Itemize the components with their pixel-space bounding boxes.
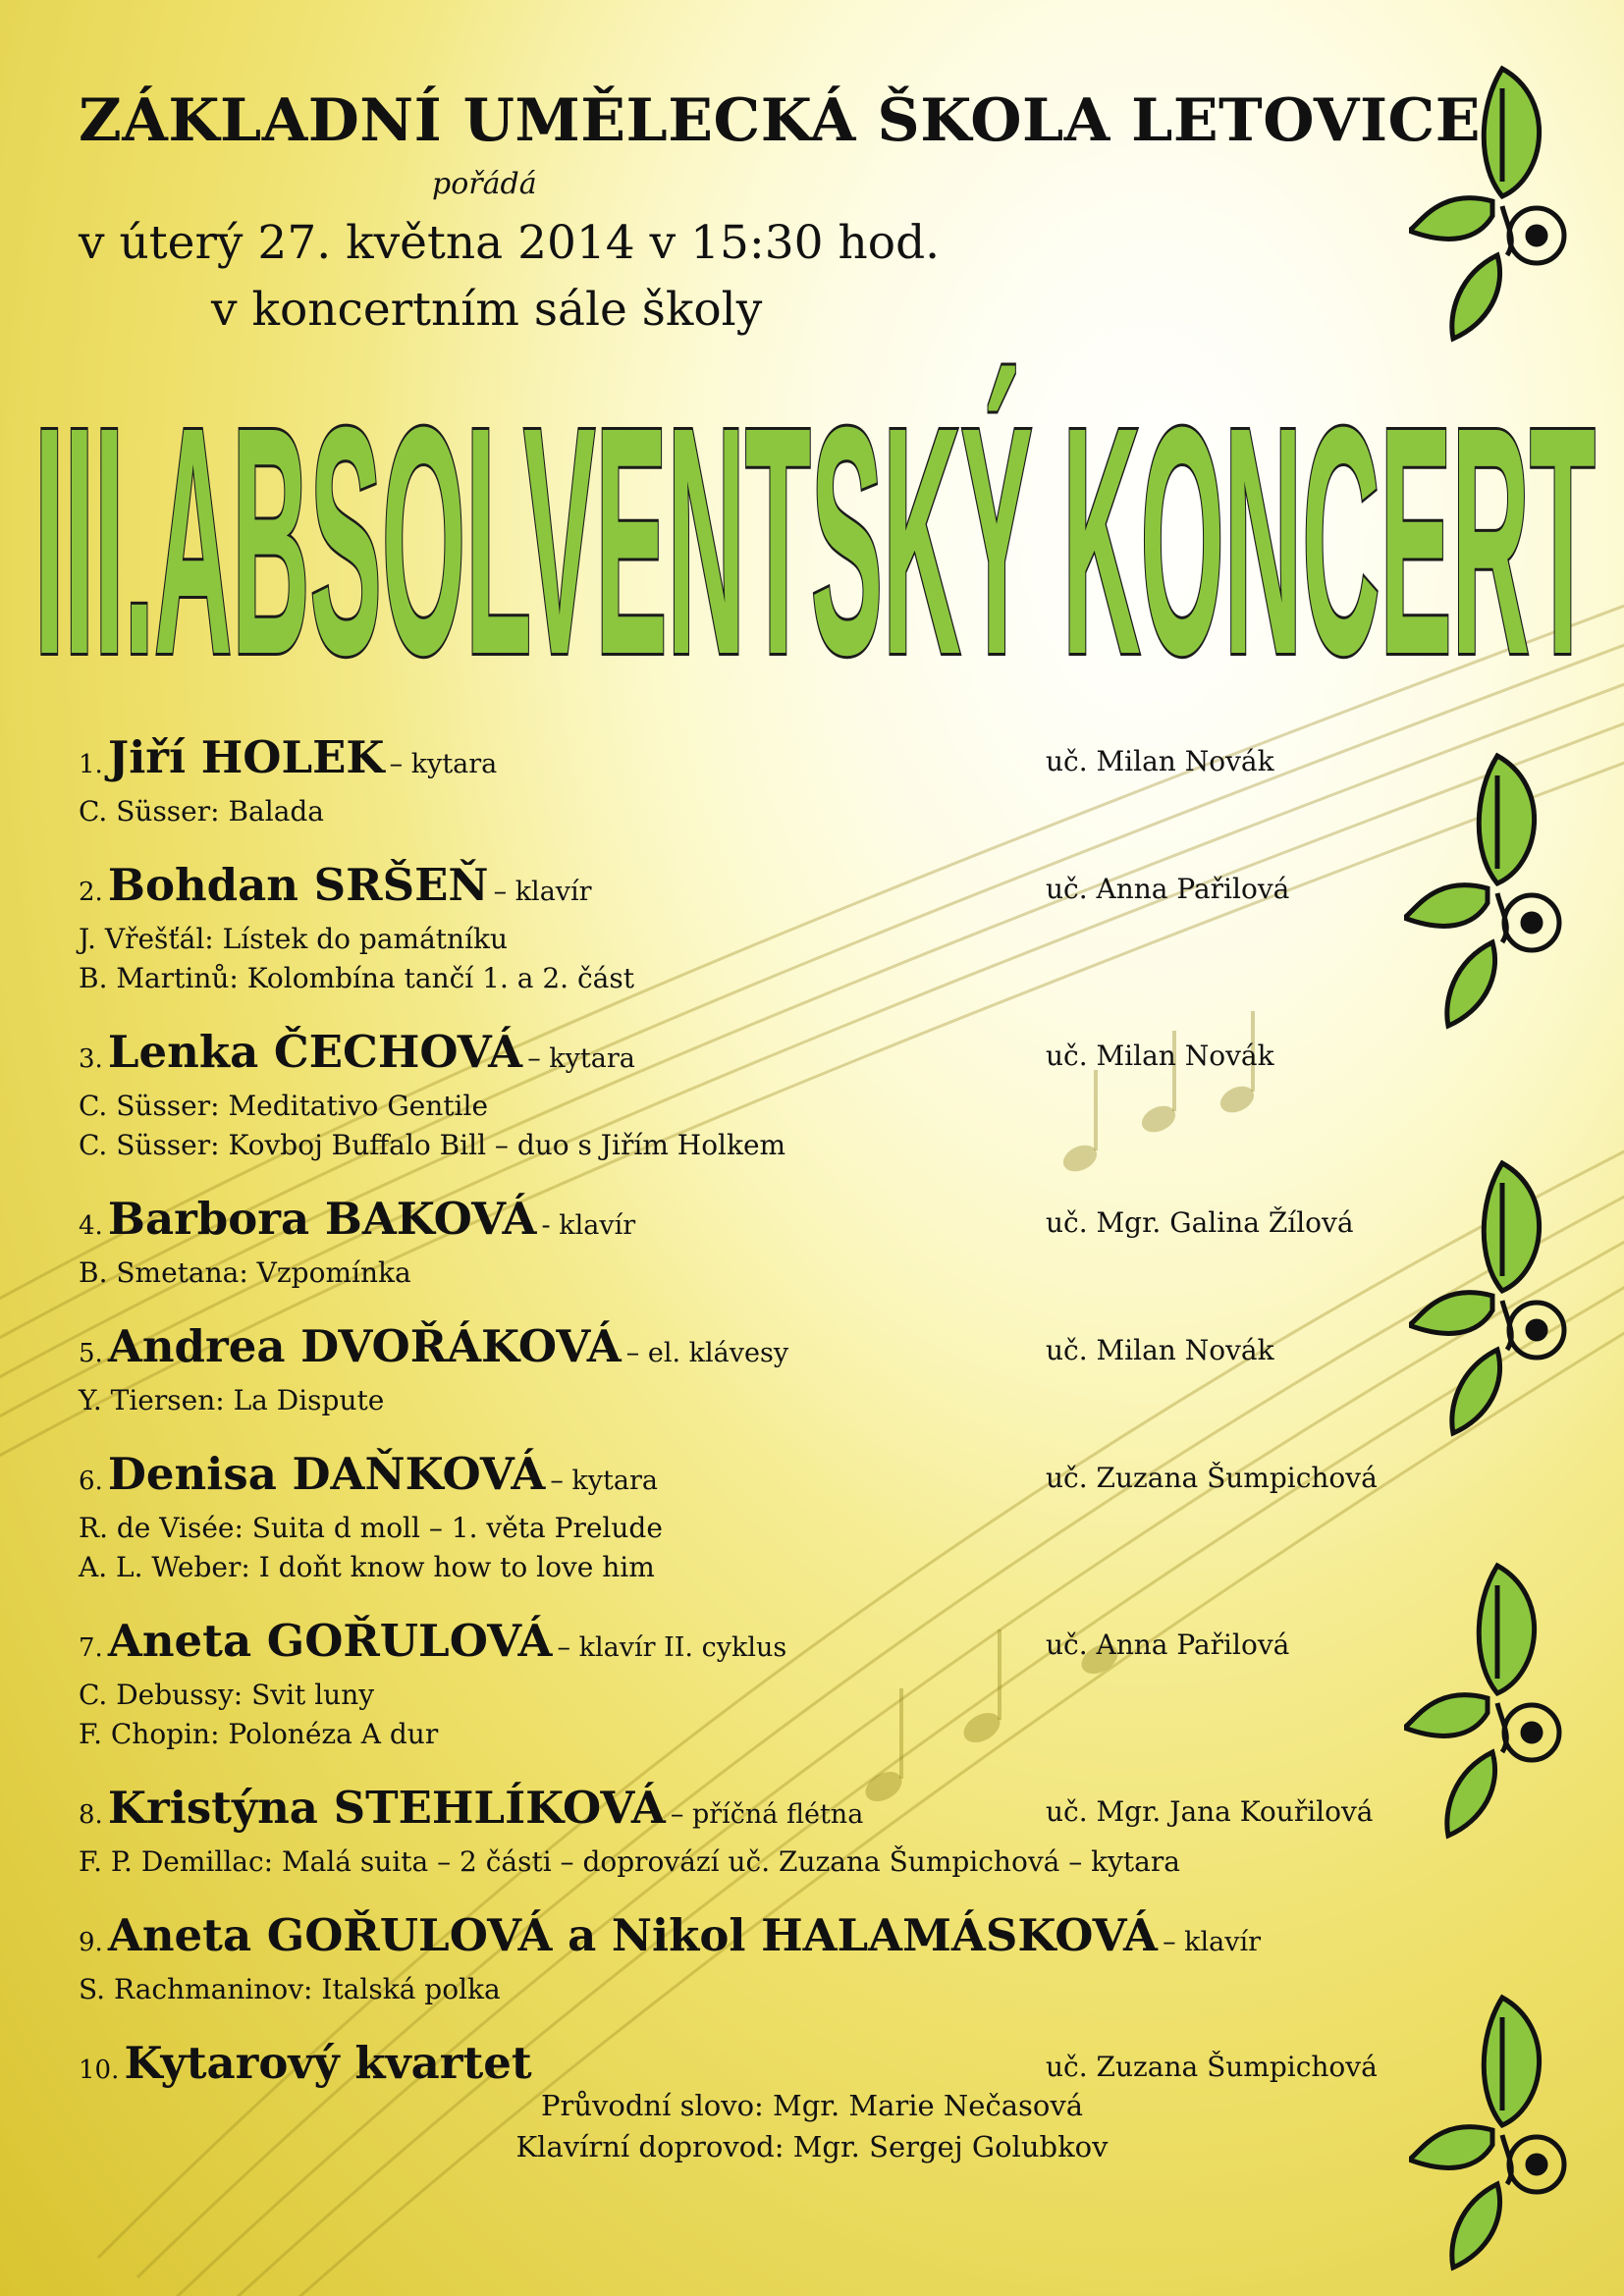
program-item-header	[79, 859, 1384, 920]
program-item-header	[79, 1782, 1384, 1842]
teacher-name: uč. Anna Pařilová	[1046, 1629, 1290, 1661]
program-item	[79, 859, 1384, 998]
instrument: – příčná flétna	[670, 1799, 864, 1830]
item-number: 6.	[79, 1467, 103, 1496]
flower-ornament-icon	[1409, 1988, 1586, 2272]
teacher-name: uč. Milan Novák	[1046, 745, 1274, 777]
teacher-name: uč. Mgr. Jana Kouřilová	[1046, 1795, 1374, 1828]
piece-title: B. Smetana: Vzpomínka	[79, 1256, 411, 1289]
program-item-header	[79, 1615, 1384, 1676]
organizes-label: pořádá	[432, 167, 537, 201]
school-name: ZÁKLADNÍ UMĚLECKÁ ŠKOLA LETOVICE	[79, 86, 1482, 155]
piece-title: R. de Visée: Suita d moll – 1. věta Prelude	[79, 1512, 663, 1544]
performer-name: Lenka ČECHOVÁ	[107, 1026, 523, 1078]
piece-title: J. Vřešťál: Lístek do památníku	[79, 923, 509, 955]
performer-name: Bohdan SRŠEŇ	[107, 859, 489, 911]
instrument: – klavír	[493, 877, 592, 907]
teacher-name: uč. Zuzana Šumpichová	[1046, 1462, 1378, 1494]
program-item	[79, 1320, 1384, 1420]
program-item-header	[79, 1026, 1384, 1087]
program-item-header	[79, 1320, 1384, 1381]
piece-title: F. P. Demillac: Malá suita – 2 části – doprovází uč. Zuzana Šumpichová – kytara	[79, 1845, 1180, 1878]
performer-name: Jiří HOLEK	[107, 731, 385, 783]
program-item-header	[79, 1909, 1384, 1970]
teacher-name: uč. Zuzana Šumpichová	[1046, 2051, 1378, 2083]
program-item	[79, 1782, 1384, 1882]
program-item-header	[79, 1448, 1384, 1509]
flower-ornament-icon	[1409, 1153, 1586, 1438]
performer-name: Andrea DVOŘÁKOVÁ	[107, 1320, 622, 1372]
performer-name: Kytarový kvartet	[124, 2037, 532, 2089]
piece-title: C. Süsser: Meditativo Gentile	[79, 1090, 489, 1122]
piece-title: S. Rachmaninov: Italská polka	[79, 1973, 501, 2005]
concert-datetime: v úterý 27. května 2014 v 15:30 hod.	[79, 216, 941, 270]
flower-ornament-icon	[1404, 746, 1581, 1031]
instrument: – kytara	[550, 1466, 658, 1496]
piece-title: C. Debussy: Svit luny	[79, 1679, 375, 1711]
item-number: 4.	[79, 1211, 103, 1241]
program-item	[79, 1448, 1384, 1587]
program-item	[79, 1909, 1384, 2009]
flower-ornament-icon	[1409, 59, 1586, 344]
instrument: – kytara	[527, 1043, 635, 1074]
teacher-name: uč. Milan Novák	[1046, 1334, 1274, 1366]
item-number: 8.	[79, 1800, 103, 1830]
instrument: – klavír II. cyklus	[557, 1632, 787, 1663]
program-item	[79, 1026, 1384, 1165]
piece-title: B. Martinů: Kolombína tančí 1. a 2. část	[79, 962, 634, 994]
concert-title: III.ABSOLVENTSKÝ KONCERT	[34, 359, 1597, 697]
program-list	[79, 731, 1384, 2125]
item-number: 9.	[79, 1928, 103, 1957]
concert-title-graphic	[20, 358, 1610, 697]
instrument: – el. klávesy	[625, 1338, 789, 1368]
item-number: 5.	[79, 1339, 103, 1368]
teacher-name: uč. Anna Pařilová	[1046, 873, 1290, 905]
performer-name: Barbora BAKOVÁ	[107, 1193, 537, 1245]
instrument: – klavír	[1163, 1927, 1262, 1957]
concert-venue: v koncertním sále školy	[211, 283, 763, 337]
speaker-credit: Průvodní slovo: Mgr. Marie Nečasová	[540, 2089, 1084, 2122]
item-number: 10.	[79, 2056, 120, 2085]
performer-name: Aneta GOŘULOVÁ	[107, 1615, 553, 1667]
program-item-header	[79, 731, 1384, 792]
teacher-name: uč. Mgr. Galina Žílová	[1046, 1206, 1354, 1239]
piece-title: C. Süsser: Balada	[79, 795, 325, 828]
piece-title: Y. Tiersen: La Dispute	[79, 1384, 385, 1416]
performer-name: Denisa DAŇKOVÁ	[107, 1448, 546, 1500]
performer-name: Kristýna STEHLÍKOVÁ	[107, 1782, 666, 1834]
accompaniment-credit: Klavírní doprovod: Mgr. Sergej Golubkov	[515, 2130, 1109, 2163]
program-item-header	[79, 1193, 1384, 1254]
item-number: 7.	[79, 1633, 103, 1663]
performer-name: Aneta GOŘULOVÁ a Nikol HALAMÁSKOVÁ	[107, 1909, 1158, 1961]
flower-ornament-icon	[1404, 1556, 1581, 1841]
program-item	[79, 1193, 1384, 1293]
credits	[0, 2085, 1624, 2167]
program-item	[79, 1615, 1384, 1754]
instrument: - klavír	[541, 1210, 636, 1241]
item-number: 3.	[79, 1044, 103, 1074]
program-item	[79, 731, 1384, 831]
item-number: 2.	[79, 878, 103, 907]
item-number: 1.	[79, 750, 103, 779]
instrument: – kytara	[389, 749, 498, 779]
piece-title: A. L. Weber: I doňt know how to love him	[79, 1551, 655, 1583]
piece-title: C. Süsser: Kovboj Buffalo Bill – duo s Jiřím Holkem	[79, 1129, 786, 1161]
teacher-name: uč. Milan Novák	[1046, 1040, 1274, 1072]
piece-title: F. Chopin: Polonéza A dur	[79, 1718, 439, 1750]
